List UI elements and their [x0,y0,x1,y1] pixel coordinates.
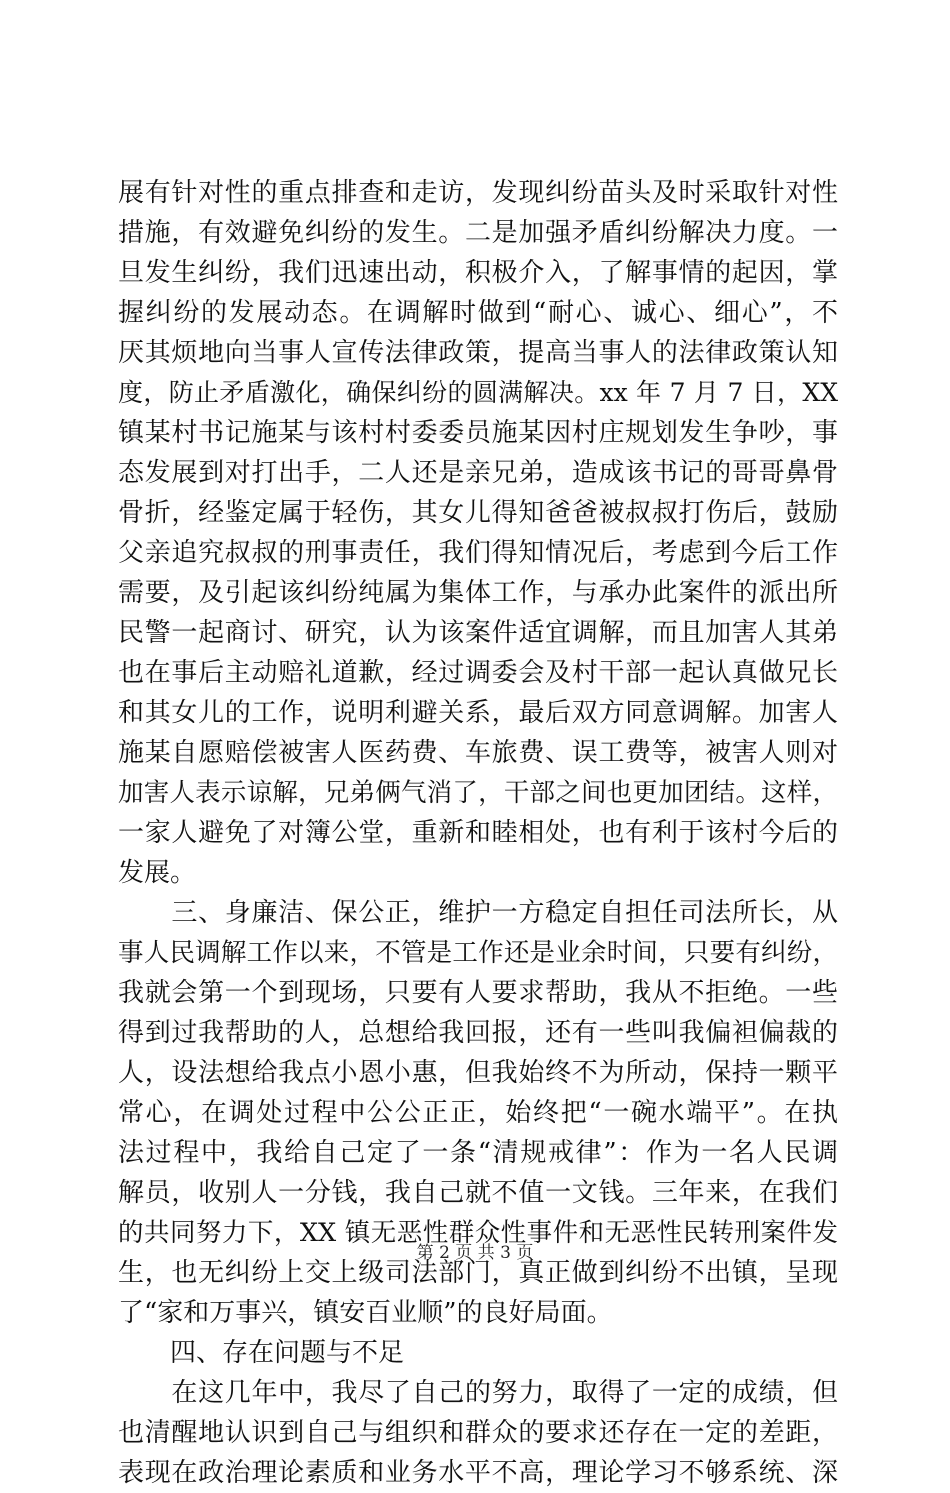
text-line: 我就会第一个到现场，只要有人要求帮助，我从不拒绝。一些 [118,978,838,1008]
text-line: 的共同努力下，XX 镇无恶性群众性事件和无恶性民转刑案件发 [118,1218,838,1248]
text-line: 握纠纷的发展动态。在调解时做到“耐心、诚心、细心”，不 [118,298,838,328]
text-line: 民警一起商讨、研究，认为该案件适宜调解，而且加害人其弟 [118,618,838,648]
text-line: 展有针对性的重点排查和走访，发现纠纷苗头及时采取针对性 [118,178,838,208]
text-line: 发展。 [118,858,197,888]
text-line: 施某自愿赔偿被害人医药费、车旅费、误工费等，被害人则对 [118,738,838,768]
text-line: 需要，及引起该纠纷纯属为集体工作，与承办此案件的派出所 [118,578,838,608]
text-line: 父亲追究叔叔的刑事责任，我们得知情况后，考虑到今后工作 [118,538,838,568]
body-text [118,173,838,1493]
text-line: 旦发生纠纷，我们迅速出动，积极介入，了解事情的起因，掌 [118,258,838,288]
text-line: 和其女儿的工作，说明利避关系，最后双方同意调解。加害人 [118,698,838,728]
text-line: 事人民调解工作以来，不管是工作还是业余时间，只要有纠纷， [118,938,838,968]
text-line: 三、身廉洁、保公正，维护一方稳定自担任司法所长，从 [118,898,838,928]
text-line: 四、存在问题与不足 [118,1338,405,1368]
text-line: 骨折，经鉴定属于轻伤，其女儿得知爸爸被叔叔打伤后，鼓励 [118,498,838,528]
page-footer: 第 2 页 共 3 页 [416,1243,534,1263]
text-line: 在这几年中，我尽了自己的努力，取得了一定的成绩，但 [118,1378,838,1408]
text-line: 人，设法想给我点小恩小惠，但我始终不为所动，保持一颗平 [118,1058,838,1088]
text-line: 解员，收别人一分钱，我自己就不值一文钱。三年来，在我们 [118,1178,838,1208]
text-line: 了“家和万事兴，镇安百业顺”的良好局面。 [118,1298,613,1328]
text-line: 生，也无纠纷上交上级司法部门，真正做到纠纷不出镇，呈现 [118,1258,838,1288]
text-line: 常心，在调处过程中公公正正，始终把“一碗水端平”。在执 [118,1098,838,1128]
text-line: 厌其烦地向当事人宣传法律政策，提高当事人的法律政策认知 [118,338,838,368]
text-line: 加害人表示谅解，兄弟俩气消了，干部之间也更加团结。这样， [118,778,838,808]
text-line: 也在事后主动赔礼道歉，经过调委会及村干部一起认真做兄长 [118,658,838,688]
text-line: 也清醒地认识到自己与组织和群众的要求还存在一定的差距， [118,1418,838,1448]
text-line: 镇某村书记施某与该村村委委员施某因村庄规划发生争吵，事 [118,418,838,448]
text-line: 一家人避免了对簿公堂，重新和睦相处，也有利于该村今后的 [118,818,838,848]
text-line: 度，防止矛盾激化，确保纠纷的圆满解决。xx 年 7 月 7 日，XX [118,378,838,407]
text-line: 措施，有效避免纠纷的发生。二是加强矛盾纠纷解决力度。一 [118,218,838,248]
text-line: 表现在政治理论素质和业务水平不高，理论学习不够系统、深 [118,1458,838,1488]
text-line: 得到过我帮助的人，总想给我回报，还有一些叫我偏袒偏裁的 [118,1018,838,1048]
text-line: 态发展到对打出手，二人还是亲兄弟，造成该书记的哥哥鼻骨 [118,458,838,488]
text-line: 法过程中，我给自己定了一条“清规戒律”：作为一名人民调 [118,1138,838,1168]
